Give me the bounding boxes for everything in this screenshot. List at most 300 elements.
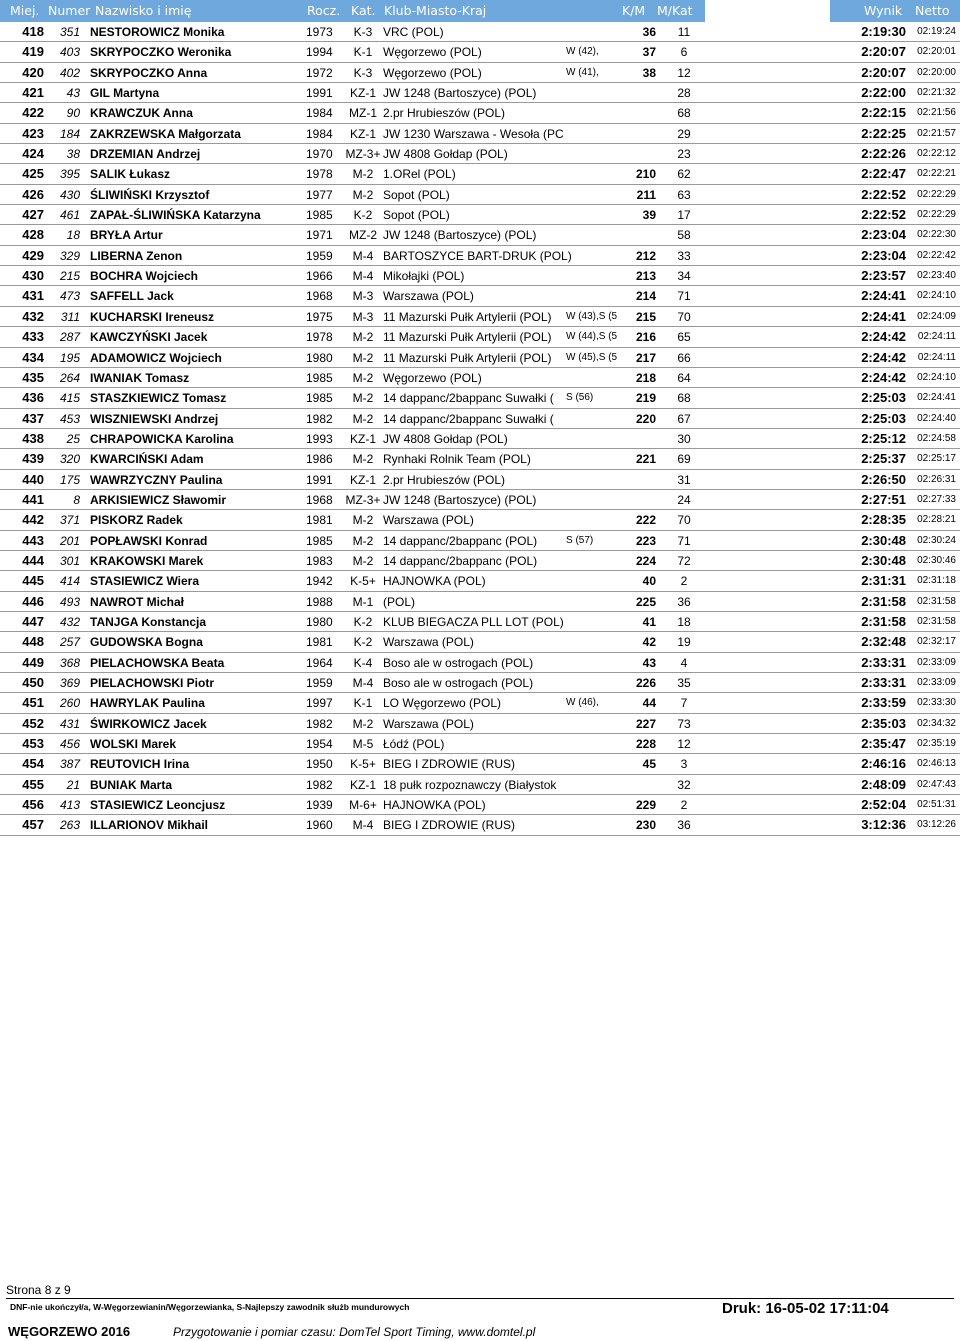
table-row xyxy=(0,734,960,754)
cell-cat: M-4 xyxy=(352,818,374,833)
cell-name: KRAKOWSKI Marek xyxy=(90,553,204,568)
cell-net: 02:33:30 xyxy=(917,697,956,709)
cell-num: 431 xyxy=(59,716,80,731)
table-row xyxy=(0,103,960,123)
table-row xyxy=(0,429,960,449)
cell-year: 1985 xyxy=(306,208,333,223)
cell-place: 451 xyxy=(22,695,44,711)
cell-name: CHRAPOWICKA Karolina xyxy=(90,431,234,446)
cell-net: 02:30:24 xyxy=(917,534,956,546)
cell-club: JW 1248 (Bartoszyce) (POL) xyxy=(383,492,537,507)
cell-place: 456 xyxy=(22,797,44,813)
cell-cat: M-2 xyxy=(352,330,374,345)
cell-year: 1985 xyxy=(306,370,333,385)
cell-club: Warszawa (POL) xyxy=(383,289,474,304)
cell-cat: M-2 xyxy=(352,411,374,426)
cell-net: 02:20:01 xyxy=(917,46,956,58)
cell-mkat: 71 xyxy=(677,533,691,548)
cell-net: 02:21:56 xyxy=(917,107,956,119)
cell-year: 1968 xyxy=(306,492,333,507)
cell-cat: M-4 xyxy=(352,248,374,263)
cell-name: DRZEMIAN Andrzej xyxy=(90,147,201,162)
cell-name: KRAWCZUK Anna xyxy=(90,106,193,121)
cell-year: 1950 xyxy=(306,757,333,772)
cell-num: 369 xyxy=(59,676,80,690)
cell-year: 1959 xyxy=(306,248,333,263)
cell-year: 1942 xyxy=(306,574,333,589)
cell-result: 2:35:47 xyxy=(861,736,906,752)
cell-year: 1993 xyxy=(306,431,333,446)
results-table xyxy=(0,22,960,836)
cell-mkat: 19 xyxy=(677,635,691,650)
cell-place: 438 xyxy=(22,430,44,446)
table-row xyxy=(0,653,960,673)
cell-net: 02:47:43 xyxy=(917,778,956,790)
cell-result: 2:31:31 xyxy=(861,573,906,589)
table-row xyxy=(0,42,960,62)
table-row xyxy=(0,22,960,42)
cell-name: REUTOVICH Irina xyxy=(90,757,190,772)
cell-note: W (41), xyxy=(566,66,599,78)
cell-result: 2:24:41 xyxy=(861,308,906,324)
cell-name: ILLARIONOV Mikhail xyxy=(90,818,209,833)
cell-km: 210 xyxy=(635,167,656,182)
cell-km: 42 xyxy=(642,635,656,650)
cell-place: 419 xyxy=(22,44,44,60)
table-row xyxy=(0,815,960,835)
table-row xyxy=(0,225,960,245)
cell-km: 44 xyxy=(642,696,656,711)
cell-result: 2:33:59 xyxy=(861,695,906,711)
cell-place: 448 xyxy=(22,634,44,650)
cell-num: 311 xyxy=(60,309,80,324)
table-row xyxy=(0,693,960,713)
cell-result: 2:23:04 xyxy=(861,247,906,263)
cell-cat: MZ-3+ xyxy=(345,147,381,162)
cell-name: WAWRZYCZNY Paulina xyxy=(90,472,223,487)
cell-cat: K-2 xyxy=(353,614,373,629)
cell-num: 430 xyxy=(59,187,80,202)
cell-club: 11 Mazurski Pułk Artylerii (POL) xyxy=(383,350,552,365)
cell-num: 260 xyxy=(59,696,80,711)
cell-mkat: 70 xyxy=(677,513,691,528)
cell-cat: K-4 xyxy=(353,655,373,670)
cell-name: WOLSKI Marek xyxy=(90,737,177,752)
cell-note: W (44),S (5 xyxy=(566,331,618,343)
cell-year: 1970 xyxy=(306,147,333,162)
cell-num: 175 xyxy=(59,472,80,487)
cell-num: 25 xyxy=(66,431,80,446)
cell-km: 215 xyxy=(635,309,656,324)
cell-name: IWANIAK Tomasz xyxy=(90,370,190,385)
cell-club: BIEG I ZDROWIE (RUS) xyxy=(383,818,515,833)
cell-net: 02:22:21 xyxy=(917,168,956,180)
cell-year: 1991 xyxy=(306,86,333,101)
header-km: K/M xyxy=(622,3,646,18)
cell-net: 02:19:24 xyxy=(917,26,956,37)
cell-mkat: 62 xyxy=(677,167,691,182)
table-row xyxy=(0,205,960,225)
cell-cat: M-2 xyxy=(352,187,374,202)
cell-num: 195 xyxy=(59,350,80,365)
cell-km: 41 xyxy=(642,614,656,629)
cell-result: 2:20:07 xyxy=(861,64,906,80)
cell-num: 263 xyxy=(59,818,80,833)
cell-mkat: 24 xyxy=(677,492,691,507)
cell-year: 1978 xyxy=(306,330,333,345)
cell-net: 02:22:42 xyxy=(917,249,956,261)
cell-result: 2:23:04 xyxy=(861,227,906,243)
cell-name: STASZKIEWICZ Tomasz xyxy=(90,391,227,406)
cell-club: Warszawa (POL) xyxy=(383,513,474,528)
cell-year: 1984 xyxy=(306,106,333,121)
table-row xyxy=(0,388,960,408)
cell-num: 38 xyxy=(66,147,80,162)
table-header-left xyxy=(0,0,705,22)
cell-km: 38 xyxy=(642,65,656,80)
cell-club: BIEG I ZDROWIE (RUS) xyxy=(383,757,515,772)
cell-year: 1981 xyxy=(306,513,333,528)
cell-km: 39 xyxy=(642,208,656,223)
footer-legend: DNF-nie ukończył/a, W-Węgorzewianin/Węgorzewianka, S-Najlepszy zawodnik służb mundurowych xyxy=(10,1302,410,1312)
cell-result: 2:52:04 xyxy=(861,797,906,813)
cell-km: 211 xyxy=(636,187,656,202)
cell-name: BUNIAK Marta xyxy=(90,777,173,792)
cell-year: 1994 xyxy=(306,45,333,60)
cell-result: 2:25:03 xyxy=(861,390,906,406)
cell-note: S (56) xyxy=(566,392,594,404)
page-number: Strona 8 z 9 xyxy=(6,1283,71,1297)
cell-club: 14 dappanc/2bappanc Suwałki ( xyxy=(383,411,554,426)
cell-club: JW 1248 (Bartoszyce) (POL) xyxy=(383,86,537,101)
cell-place: 447 xyxy=(22,613,44,629)
cell-year: 1980 xyxy=(306,350,333,365)
cell-mkat: 73 xyxy=(677,716,691,731)
cell-km: 230 xyxy=(635,818,656,833)
cell-cat: MZ-2 xyxy=(349,228,377,243)
cell-place: 439 xyxy=(22,451,44,467)
table-row xyxy=(0,246,960,266)
cell-cat: M-2 xyxy=(352,350,374,365)
cell-cat: KZ-1 xyxy=(349,777,376,792)
cell-num: 413 xyxy=(59,798,80,813)
cell-net: 02:24:09 xyxy=(917,310,956,322)
cell-mkat: 36 xyxy=(677,594,691,609)
cell-club: Boso ale w ostrogach (POL) xyxy=(383,655,534,670)
cell-mkat: 2 xyxy=(680,574,688,589)
cell-net: 02:22:29 xyxy=(917,209,956,221)
cell-mkat: 30 xyxy=(677,431,691,446)
cell-cat: KZ-1 xyxy=(349,126,376,141)
cell-num: 415 xyxy=(59,391,80,406)
table-row xyxy=(0,307,960,327)
cell-name: SAFFELL Jack xyxy=(90,289,174,304)
table-row xyxy=(0,63,960,83)
cell-num: 90 xyxy=(66,106,80,121)
cell-name: BRYŁA Artur xyxy=(90,228,163,243)
cell-km: 40 xyxy=(642,574,656,589)
cell-year: 1972 xyxy=(306,65,333,80)
cell-num: 453 xyxy=(59,411,80,426)
cell-club: Węgorzewo (POL) xyxy=(383,45,482,60)
cell-club: BARTOSZYCE BART-DRUK (POL) xyxy=(383,248,572,263)
cell-net: 02:31:58 xyxy=(917,615,956,627)
cell-cat: K-5+ xyxy=(350,757,376,772)
header-number: Numer xyxy=(48,3,91,18)
cell-result: 2:24:42 xyxy=(861,329,906,345)
cell-name: ZAPAŁ-ŚLIWIŃSKA Katarzyna xyxy=(90,208,261,223)
cell-num: 371 xyxy=(59,513,80,528)
cell-result: 2:48:09 xyxy=(861,776,906,792)
cell-num: 368 xyxy=(59,655,80,670)
cell-km: 212 xyxy=(635,248,656,263)
cell-place: 441 xyxy=(22,491,44,507)
cell-net: 03:12:26 xyxy=(917,819,956,831)
cell-place: 424 xyxy=(22,146,44,162)
cell-km: 221 xyxy=(635,452,656,467)
cell-club: KLUB BIEGACZA PLL LOT (POL) xyxy=(383,614,564,629)
header-place: Miej. xyxy=(10,3,40,18)
cell-cat: KZ-1 xyxy=(349,472,376,487)
cell-net: 02:24:58 xyxy=(917,432,956,444)
cell-place: 437 xyxy=(22,410,44,426)
cell-name: ADAMOWICZ Wojciech xyxy=(90,350,222,365)
cell-mkat: 4 xyxy=(680,655,688,670)
table-row xyxy=(0,409,960,429)
cell-net: 02:21:57 xyxy=(917,127,956,139)
cell-club: Węgorzewo (POL) xyxy=(383,65,482,80)
cell-year: 1984 xyxy=(306,126,333,141)
cell-cat: MZ-3+ xyxy=(345,492,381,507)
cell-net: 02:24:40 xyxy=(917,412,956,424)
cell-cat: M-3 xyxy=(352,309,374,324)
cell-mkat: 12 xyxy=(677,737,691,752)
cell-place: 453 xyxy=(22,736,44,752)
cell-km: 45 xyxy=(642,757,656,772)
cell-mkat: 72 xyxy=(677,553,691,568)
cell-num: 395 xyxy=(59,167,80,182)
cell-place: 430 xyxy=(22,268,44,284)
cell-result: 2:30:48 xyxy=(861,532,906,548)
cell-net: 02:22:29 xyxy=(917,188,956,200)
cell-year: 1983 xyxy=(306,553,333,568)
cell-name: KAWCZYŃSKI Jacek xyxy=(90,330,208,345)
cell-result: 2:22:25 xyxy=(861,125,906,141)
cell-km: 222 xyxy=(635,513,656,528)
cell-num: 493 xyxy=(59,594,80,609)
cell-name: TANJGA Konstancja xyxy=(90,614,207,629)
cell-year: 1968 xyxy=(306,289,333,304)
cell-result: 2:24:42 xyxy=(861,349,906,365)
cell-mkat: 68 xyxy=(677,391,691,406)
cell-club: Boso ale w ostrogach (POL) xyxy=(383,676,534,690)
cell-mkat: 11 xyxy=(677,25,691,39)
cell-name: BOCHRA Wojciech xyxy=(90,269,199,284)
cell-place: 429 xyxy=(22,247,44,263)
cell-num: 351 xyxy=(59,25,80,39)
cell-num: 473 xyxy=(59,289,80,304)
table-row xyxy=(0,673,960,693)
cell-result: 2:25:03 xyxy=(861,410,906,426)
cell-mkat: 66 xyxy=(677,350,691,365)
cell-net: 02:33:09 xyxy=(917,656,956,668)
cell-num: 21 xyxy=(66,777,80,792)
cell-net: 02:21:32 xyxy=(917,87,956,99)
cell-net: 02:31:18 xyxy=(917,575,956,587)
cell-mkat: 69 xyxy=(677,452,691,467)
cell-name: KUCHARSKI Ireneusz xyxy=(90,309,215,324)
cell-year: 1985 xyxy=(306,533,333,548)
cell-club: 18 pułk rozpoznawczy (Białystok xyxy=(383,777,557,792)
cell-name: GUDOWSKA Bogna xyxy=(90,635,203,650)
cell-mkat: 68 xyxy=(677,106,691,121)
cell-net: 02:51:31 xyxy=(917,799,956,811)
cell-cat: M-2 xyxy=(352,370,374,385)
cell-result: 2:46:16 xyxy=(861,756,906,772)
cell-cat: MZ-1 xyxy=(349,106,377,121)
cell-net: 02:22:12 xyxy=(917,148,956,160)
table-row xyxy=(0,510,960,530)
header-mkat: M/Kat xyxy=(657,3,693,18)
cell-num: 8 xyxy=(73,492,80,507)
cell-name: ŚLIWIŃSKI Krzysztof xyxy=(90,187,210,202)
cell-club: Mikołajki (POL) xyxy=(383,269,465,284)
cell-km: 226 xyxy=(635,676,656,690)
cell-cat: M-5 xyxy=(352,737,374,752)
cell-place: 432 xyxy=(22,308,44,324)
cell-result: 2:30:48 xyxy=(861,552,906,568)
cell-result: 2:19:30 xyxy=(861,24,906,39)
cell-place: 454 xyxy=(22,756,44,772)
cell-cat: M-3 xyxy=(352,289,374,304)
cell-year: 1982 xyxy=(306,777,333,792)
cell-mkat: 28 xyxy=(677,86,691,101)
cell-net: 02:34:32 xyxy=(917,717,956,729)
cell-mkat: 34 xyxy=(677,269,691,284)
cell-place: 418 xyxy=(22,24,44,39)
cell-cat: K-3 xyxy=(353,65,373,80)
cell-num: 461 xyxy=(59,208,80,223)
cell-km: 217 xyxy=(635,350,656,365)
cell-club: 11 Mazurski Pułk Artylerii (POL) xyxy=(383,330,552,345)
cell-year: 1986 xyxy=(306,452,333,467)
cell-result: 2:24:41 xyxy=(861,288,906,304)
table-row xyxy=(0,124,960,144)
cell-result: 2:24:42 xyxy=(861,369,906,385)
cell-km: 224 xyxy=(635,553,656,568)
cell-result: 2:33:31 xyxy=(861,675,906,690)
cell-year: 1980 xyxy=(306,614,333,629)
cell-mkat: 6 xyxy=(680,45,688,60)
cell-mkat: 31 xyxy=(677,472,691,487)
cell-cat: M-2 xyxy=(352,391,374,406)
cell-result: 3:12:36 xyxy=(861,817,906,833)
cell-cat: M-2 xyxy=(352,716,374,731)
cell-km: 227 xyxy=(635,716,656,731)
cell-club: Sopot (POL) xyxy=(383,187,450,202)
cell-num: 402 xyxy=(59,65,80,80)
cell-num: 257 xyxy=(59,635,80,650)
cell-num: 456 xyxy=(59,737,80,752)
cell-km: 225 xyxy=(635,594,656,609)
cell-result: 2:22:52 xyxy=(861,207,906,223)
cell-year: 1982 xyxy=(306,716,333,731)
cell-club: Warszawa (POL) xyxy=(383,716,474,731)
cell-result: 2:22:26 xyxy=(861,146,906,162)
cell-net: 02:28:21 xyxy=(917,514,956,526)
cell-club: HAJNOWKA (POL) xyxy=(383,798,486,813)
cell-place: 446 xyxy=(22,593,44,609)
cell-km: 36 xyxy=(642,25,656,39)
cell-cat: M-4 xyxy=(352,676,374,690)
cell-net: 02:24:10 xyxy=(917,371,956,383)
table-row xyxy=(0,592,960,612)
cell-club: HAJNOWKA (POL) xyxy=(383,574,486,589)
table-header-right xyxy=(830,0,960,22)
cell-name: STASIEWICZ Leoncjusz xyxy=(90,798,226,813)
cell-net: 02:24:11 xyxy=(917,331,956,343)
cell-mkat: 3 xyxy=(680,757,688,772)
cell-year: 1991 xyxy=(306,472,333,487)
cell-note: W (43),S (5 xyxy=(566,310,618,322)
cell-km: 216 xyxy=(635,330,656,345)
cell-club: 1.ORel (POL) xyxy=(383,167,456,182)
cell-year: 1997 xyxy=(306,696,333,711)
cell-num: 201 xyxy=(59,533,80,548)
cell-year: 1982 xyxy=(306,411,333,426)
cell-result: 2:22:47 xyxy=(861,166,906,182)
header-name: Nazwisko i imię xyxy=(95,3,192,18)
cell-name: WISZNIEWSKI Andrzej xyxy=(90,411,219,426)
cell-result: 2:32:48 xyxy=(861,634,906,650)
cell-result: 2:28:35 xyxy=(861,512,906,528)
table-row xyxy=(0,286,960,306)
cell-net: 02:24:10 xyxy=(917,290,956,302)
cell-place: 421 xyxy=(22,85,44,101)
cell-name: NESTOROWICZ Monika xyxy=(90,25,225,39)
cell-club: VRC (POL) xyxy=(383,25,444,39)
cell-club: JW 1230 Warszawa - Wesoła (PC xyxy=(383,126,564,141)
cell-name: GIL Martyna xyxy=(90,86,160,101)
table-row xyxy=(0,531,960,551)
cell-net: 02:32:17 xyxy=(917,636,956,648)
header-net: Netto xyxy=(915,3,950,18)
cell-place: 450 xyxy=(22,675,44,690)
table-row xyxy=(0,83,960,103)
cell-year: 1939 xyxy=(306,798,333,813)
cell-place: 425 xyxy=(22,166,44,182)
table-row xyxy=(0,490,960,510)
cell-net: 02:30:46 xyxy=(917,554,956,566)
cell-name: POPŁAWSKI Konrad xyxy=(90,533,208,548)
cell-num: 403 xyxy=(59,45,80,60)
cell-km: 219 xyxy=(635,391,656,406)
cell-name: HAWRYLAK Paulina xyxy=(90,696,205,711)
table-row xyxy=(0,266,960,286)
cell-km: 37 xyxy=(642,45,656,60)
cell-km: 218 xyxy=(635,370,656,385)
cell-club: (POL) xyxy=(383,594,416,609)
cell-name: SKRYPOCZKO Anna xyxy=(90,65,208,80)
cell-place: 434 xyxy=(22,349,44,365)
cell-mkat: 36 xyxy=(677,818,691,833)
cell-club: 2.pr Hrubieszów (POL) xyxy=(383,472,506,487)
cell-result: 2:35:03 xyxy=(861,715,906,731)
cell-name: ARKISIEWICZ Sławomir xyxy=(90,492,227,507)
cell-num: 43 xyxy=(66,86,80,101)
cell-place: 444 xyxy=(22,552,44,568)
table-row xyxy=(0,571,960,591)
